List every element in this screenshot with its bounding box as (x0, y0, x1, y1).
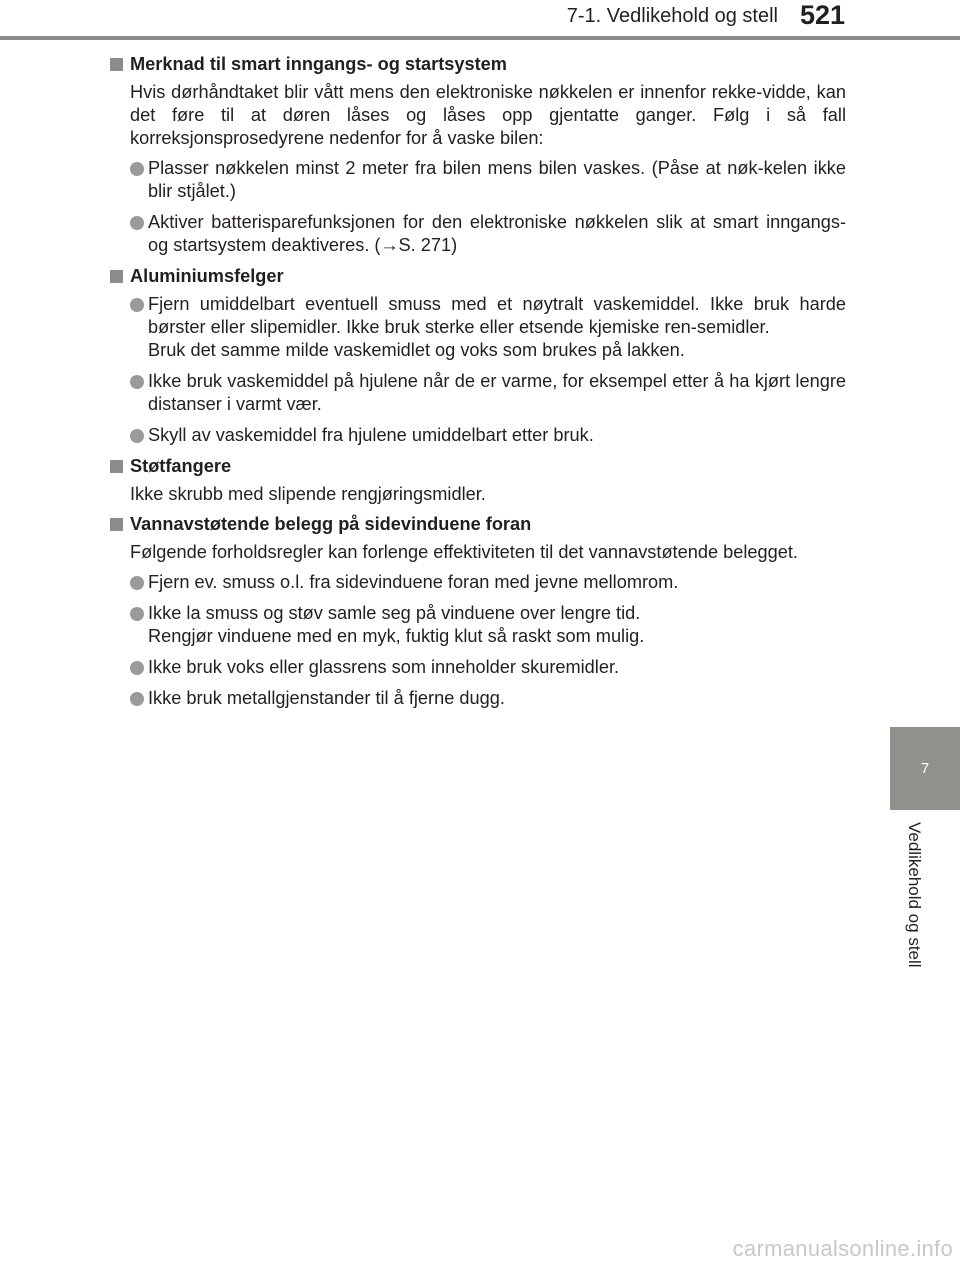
section-heading (110, 455, 846, 478)
header-divider (0, 36, 960, 40)
round-bullet-icon (130, 375, 144, 389)
section-heading-text: Støtfangere (130, 456, 232, 476)
square-bullet-icon (110, 270, 123, 283)
section (110, 265, 846, 447)
round-bullet-icon (130, 692, 144, 706)
list-item (110, 293, 846, 362)
paragraph: Hvis dørhåndtaket blir vått mens den elektroniske nøkkelen er innenfor rekke-vidde, kan det føre til at døren låses og låses opp gjentatte ganger. Følg i så fall korreksjonsprosedyrene nedenfor for å vaske bilen: (130, 82, 846, 148)
round-bullet-icon (130, 216, 144, 230)
paragraph: Ikke skrubb med slipende rengjøringsmidler. (130, 484, 486, 504)
list-item (110, 656, 846, 679)
list-item-text: Aktiver batterisparefunksjonen for den elektroniske nøkkelen slik at smart inngangs- og startsystem deaktiveres. ( (148, 212, 846, 255)
chapter-tab[interactable]: 7 (890, 727, 960, 810)
list-item (110, 157, 846, 203)
section-heading (110, 53, 846, 76)
list-item-note: Bruk det samme milde vaskemidlet og voks som brukes på lakken. (148, 340, 685, 360)
page-number: 521 (800, 0, 846, 30)
section-heading-text: Aluminiumsfelger (130, 266, 284, 286)
list-item (110, 571, 846, 594)
page-reference-link[interactable]: S. 271) (398, 235, 458, 255)
round-bullet-icon (130, 607, 144, 621)
round-bullet-icon (130, 162, 144, 176)
list-item (110, 602, 846, 648)
list-item-text: Plasser nøkkelen minst 2 meter fra bilen mens bilen vaskes. (Påse at nøk-kelen ikke blir stjålet.) (148, 158, 846, 201)
watermark[interactable]: carmanualsonline.info (732, 1236, 953, 1261)
list-item-text: Skyll av vaskemiddel fra hjulene umiddelbart etter bruk. (148, 425, 594, 445)
square-bullet-icon (110, 460, 123, 473)
round-bullet-icon (130, 661, 144, 675)
list-item-text: Fjern umiddelbart eventuell smuss med et nøytralt vaskemiddel. Ikke bruk harde børster eller slipemidler. Ikke bruk sterke eller etsende kjemiske ren-semidler. (148, 294, 846, 337)
square-bullet-icon (110, 518, 123, 531)
section (110, 455, 846, 506)
paragraph: Følgende forholdsregler kan forlenge effektiviteten til det vannavstøtende belegget. (130, 542, 798, 562)
list-item-text: Ikke bruk vaskemiddel på hjulene når de er varme, for eksempel etter å ha kjørt lengre distanser i varmt vær. (148, 371, 846, 414)
page-content (110, 53, 846, 718)
list-item-text: Fjern ev. smuss o.l. fra sidevinduene foran med jevne mellomrom. (148, 572, 679, 592)
list-item-text: Ikke la smuss og støv samle seg på vinduene over lengre tid. (148, 603, 641, 623)
chapter-tab-label: Vedlikehold og stell (905, 822, 924, 968)
round-bullet-icon (130, 298, 144, 312)
section-heading-text: Vannavstøtende belegg på sidevinduene foran (130, 514, 532, 534)
round-bullet-icon (130, 576, 144, 590)
list-item (110, 370, 846, 416)
list-item-text: Ikke bruk metallgjenstander til å fjerne dugg. (148, 688, 505, 708)
list-item-text: Ikke bruk voks eller glassrens som inneholder skuremidler. (148, 657, 620, 677)
section (110, 513, 846, 710)
section-heading-text: Merknad til smart inngangs- og startsystem (130, 54, 507, 74)
list-item (110, 687, 846, 710)
section-heading (110, 265, 846, 288)
square-bullet-icon (110, 58, 123, 71)
section (110, 53, 846, 257)
chapter-heading: 7-1. Vedlikehold og stell (566, 5, 778, 27)
list-item (110, 211, 846, 257)
list-item (110, 424, 846, 447)
section-heading (110, 513, 846, 536)
arrow-reference-icon: → (380, 235, 399, 255)
list-item-note: Rengjør vinduene med en myk, fuktig klut så raskt som mulig. (148, 626, 645, 646)
round-bullet-icon (130, 429, 144, 443)
